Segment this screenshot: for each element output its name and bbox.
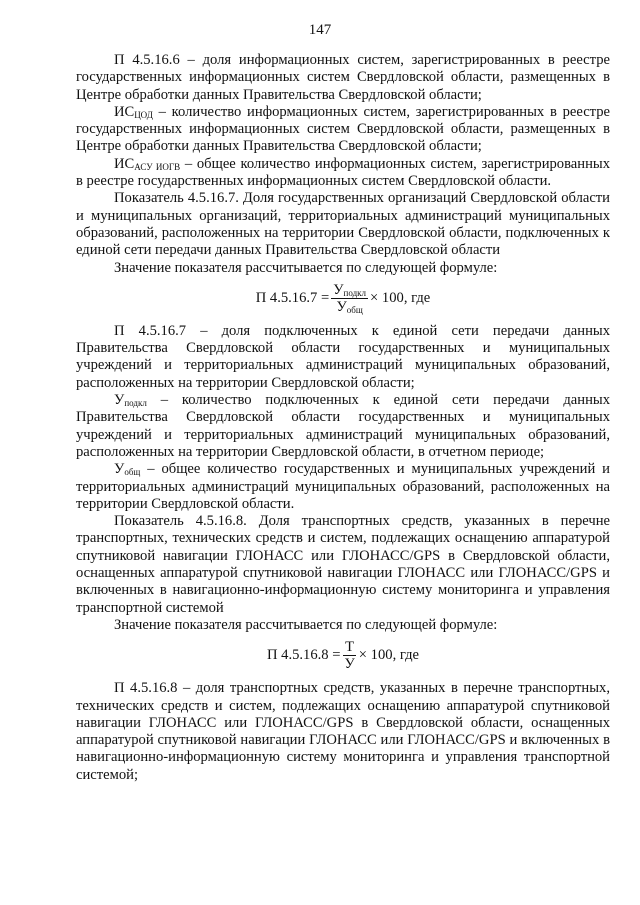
- variable-subscript: общ: [124, 467, 141, 478]
- definition-text: – количество подключенных к единой сети передачи данных Правительства Свердловской области государственных и муниципальных учреждений и территориальных администраций муниципальных образований, расположенных на территории Свердловской области, в отчетном периоде;: [76, 392, 610, 460]
- paragraph: Показатель 4.5.16.8. Доля транспортных средств, указанных в перечне транспортных, технических средств и систем, подлежащих оснащению аппаратурой спутниковой навигации ГЛОНАСС или ГЛОНАСС/GPS в Свердловской области, оснащенных аппаратурой спутниковой навигации ГЛОНАСС или ГЛОНАСС/GPS и включенных в навигационно-информационную систему мониторинга и управления транспортной системой: [76, 513, 610, 616]
- definition-text: – общее количество государственных и муниципальных учреждений и территориальных администраций муниципальных образований, расположенных на территории Свердловской области.: [76, 461, 610, 512]
- variable-symbol: У: [114, 392, 125, 409]
- fraction-numerator: [331, 282, 368, 299]
- paragraph: Показатель 4.5.16.7. Доля государственных организаций Свердловской области и муниципальных организаций, территориальных администраций муниципальных образований, расположенных на территории Свердловской области, подключенных к единой сети передачи данных Правительства Свердловской области: [76, 190, 610, 259]
- denominator-symbol: У: [336, 298, 347, 315]
- fraction-numerator: [343, 639, 356, 656]
- numerator-symbol: У: [333, 281, 344, 298]
- denominator-subscript: общ: [346, 304, 363, 315]
- formula-lhs: П 4.5.16.7 =: [255, 289, 330, 306]
- formula: [76, 282, 610, 315]
- formula-lhs: П 4.5.16.8 =: [266, 647, 341, 664]
- paragraph: Значение показателя рассчитывается по следующей формуле:: [114, 616, 498, 633]
- paragraph: Значение показателя рассчитывается по следующей формуле:: [114, 259, 498, 276]
- definition-text: – количество информационных систем, зарегистрированных в реестре государственных информационных систем Свердловской области, размещенных в Центре обработки данных Правительства Свердловской области;: [76, 103, 610, 155]
- paragraph: П 4.5.16.8 – доля транспортных средств, указанных в перечне транспортных, технических средств и систем, подлежащих оснащению аппаратурой спутниковой навигации ГЛОНАСС или ГЛОНАСС/GPS в Свердловской области, оснащенных аппаратурой спутниковой навигации ГЛОНАСС или ГЛОНАСС/GPS и включенных в навигационно-информационную систему мониторинга и управления транспортной системой;: [76, 680, 610, 783]
- fraction: [331, 282, 368, 315]
- variable-definition: [76, 461, 610, 513]
- paragraph: П 4.5.16.6 – доля информационных систем, зарегистрированных в реестре государственных информационных систем Свердловской области, размещенных в Центре обработки данных Правительства Свердловской области;: [76, 52, 610, 103]
- numerator-symbol: Т: [345, 639, 355, 656]
- variable-definition: [76, 392, 610, 461]
- definition-text: – общее количество информационных систем, зарегистрированных в реестре государственных информационных систем Свердловской области.: [76, 155, 610, 190]
- variable-symbol: ИС: [114, 155, 135, 172]
- formula-rhs: × 100, где: [370, 289, 431, 306]
- numerator-subscript: подкл: [343, 287, 367, 298]
- denominator-symbol: У: [344, 656, 355, 673]
- fraction: [342, 639, 356, 672]
- variable-symbol: ИС: [114, 103, 135, 120]
- formula-rhs: × 100, где: [358, 647, 420, 664]
- page-number: 147: [308, 22, 332, 38]
- fraction-denominator: [342, 656, 356, 672]
- variable-subscript: АСУ ИОГВ: [134, 161, 181, 172]
- document-body: [76, 52, 610, 784]
- variable-definition: [76, 104, 610, 156]
- formula: [76, 639, 610, 672]
- variable-subscript: ЦОД: [134, 109, 153, 120]
- paragraph: П 4.5.16.7 – доля подключенных к единой сети передачи данных Правительства Свердловской области государственных и муниципальных учреждений и территориальных администраций муниципальных образований, расположенных на территории Свердловской области;: [76, 322, 610, 391]
- variable-subscript: подкл: [124, 398, 147, 409]
- variable-symbol: У: [114, 461, 125, 478]
- variable-definition: [76, 156, 610, 191]
- fraction-denominator: [334, 299, 364, 315]
